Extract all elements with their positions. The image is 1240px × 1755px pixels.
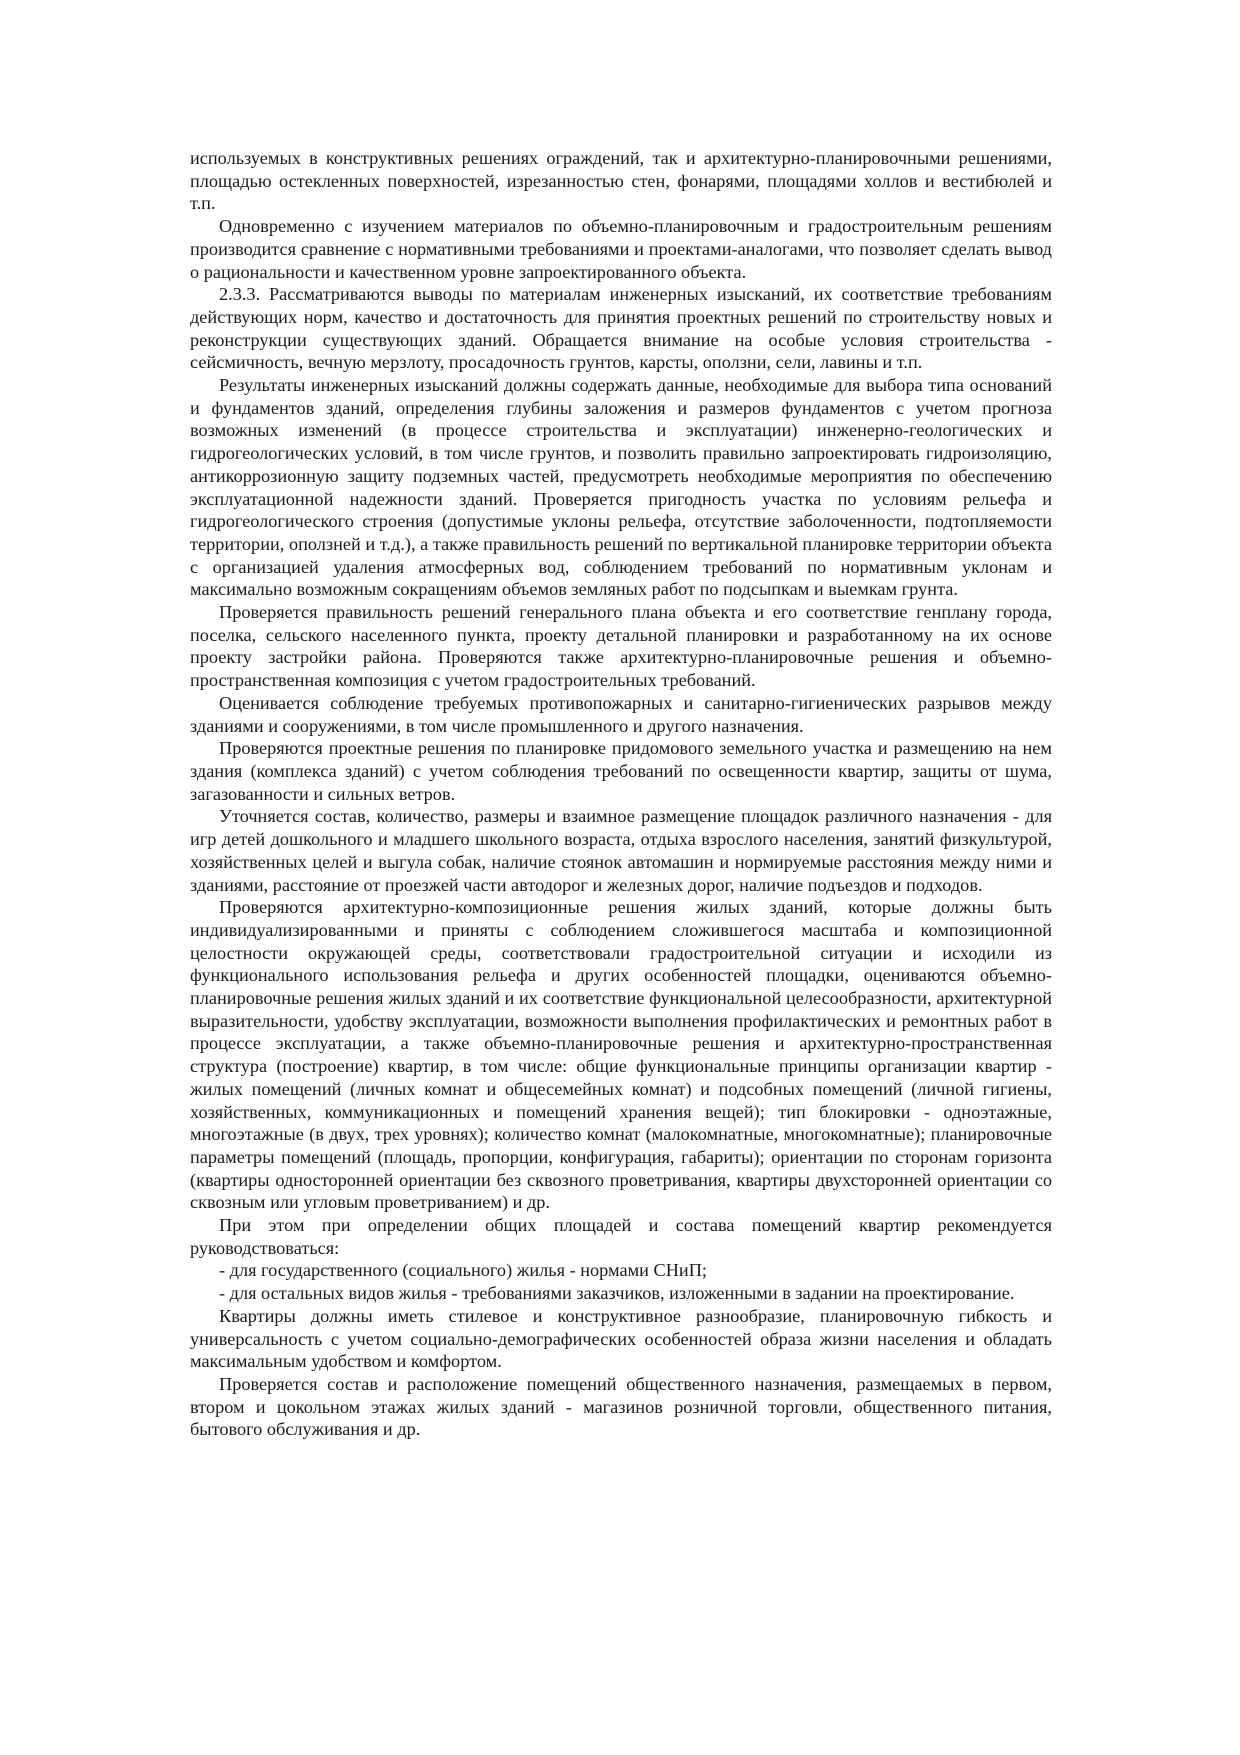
paragraph: Результаты инженерных изысканий должны содержать данные, необходимые для выбора типа оснований и фундаментов зданий, определения глубины заложения и размеров фундаментов с учетом прогноза возможных изменений (в процессе строительства и эксплуатации) инженерно-геологических и гидрогеологических условий, в том числе грунтов, и позволить правильно запроектировать гидроизоляцию, антикоррозионную защиту подземных частей, предусмотреть необходимые мероприятия по обеспечению эксплуатационной надежности зданий. Проверяется пригодность участка по условиям рельефа и гидрогеологического строения (допустимые уклоны рельефа, отсутствие заболоченности, подтопляемости территории, оползней и т.д.), а также правильность решений по вертикальной планировке территории объекта с организацией удаления атмосферных вод, соблюдением требований по нормативным уклонам и максимально возможным сокращениям объемов земляных работ по подсыпкам и выемкам грунта. — [190, 375, 1052, 600]
list-item: - для остальных видов жилья - требованиями заказчиков, изложенными в задании на проектирование. — [219, 1283, 1015, 1304]
paragraph: Одновременно с изучением материалов по объемно-планировочным и градостроительным решениям производится сравнение с нормативными требованиями и проектами-аналогами, что позволяет сделать вывод о рациональности и качественном уровне запроектированного объекта. — [190, 216, 1052, 282]
paragraph-section-2-3-3: 2.3.3. Рассматриваются выводы по материалам инженерных изысканий, их соответствие требованиям действующих норм, качество и достаточность для принятия проектных решений по строительству новых и реконструкции существующих зданий. Обращается внимание на особые условия строительства - сейсмичность, вечную мерзлоту, просадочность грунтов, карсты, оползни, сели, лавины и т.п. — [190, 284, 1052, 373]
paragraph: Уточняется состав, количество, размеры и взаимное размещение площадок различного назначения - для игр детей дошкольного и младшего школьного возраста, отдыха взрослого населения, занятий физкультурой, хозяйственных целей и выгула собак, наличие стоянок автомашин и нормируемые расстояния между ними и зданиями, расстояние от проезжей части автодорог и железных дорог, наличие подъездов и подходов. — [190, 806, 1052, 895]
paragraph: Проверяется состав и расположение помещений общественного назначения, размещаемых в первом, втором и цокольном этажах жилых зданий - магазинов розничной торговли, общественного питания, бытового обслуживания и др. — [190, 1373, 1052, 1440]
paragraph: Проверяются архитектурно-композиционные решения жилых зданий, которые должны быть индивидуализированными и приняты с соблюдением сложившегося масштаба и композиционной целостности окружающей среды, соответствовали градостроительной ситуации и исходили из функционального использования рельефа и других особенностей площадки, оцениваются объемно-планировочные решения жилых зданий и их соответствие функциональной целесообразности, архитектурной выразительности, удобству эксплуатации, возможности выполнения профилактических и ремонтных работ в процессе эксплуатации, а также объемно-планировочные решения и архитектурно-пространственная структура (построение) квартир, в том числе: общие функциональные принципы организации квартир - жилых помещений (личных комнат и общесемейных комнат) и подсобных помещений (личной гигиены, хозяйственных, коммуникационных и помещений хранения вещей); тип блокировки - одноэтажные, многоэтажные (в двух, трех уровнях); количество комнат (малокомнатные, многокомнатные); планировочные параметры помещений (площадь, пропорции, конфигурация, габариты); ориентации по сторонам горизонта (квартиры односторонней ориентации без сквозного проветривания, квартиры двухсторонней ориентации со сквозным или угловым проветриванием) и др. — [190, 897, 1052, 1213]
paragraph: Проверяется правильность решений генерального плана объекта и его соответствие генплану города, поселка, сельского населенного пункта, проекту детальной планировки и разработанному на их основе проекту застройки района. Проверяются также архитектурно-планировочные решения и объемно-пространственная композиция с учетом градостроительных требований. — [190, 602, 1052, 691]
paragraph: Квартиры должны иметь стилевое и конструктивное разнообразие, планировочную гибкость и универсальность с учетом социально-демографических особенностей образа жизни населения и обладать максимальным удобством и комфортом. — [190, 1305, 1052, 1372]
document-page — [190, 147, 1052, 1441]
paragraph: Оценивается соблюдение требуемых противопожарных и санитарно-гигиенических разрывов между зданиями и сооружениями, в том числе промышленного и другого назначения. — [190, 692, 1052, 736]
paragraph: При этом при определении общих площадей и состава помещений квартир рекомендуется руководствоваться: — [190, 1215, 1052, 1258]
paragraph: Проверяются проектные решения по планировке придомового земельного участка и размещению на нем здания (комплекса зданий) с учетом соблюдения требований по освещенности квартир, защиты от шума, загазованности и сильных ветров. — [190, 738, 1052, 804]
paragraph-continued: используемых в конструктивных решениях ограждений, так и архитектурно-планировочными решениями, площадью остекленных поверхностей, изрезанностью стен, фонарями, площадями холлов и вестибюлей и т.п. — [190, 148, 1052, 214]
list-item: - для государственного (социального) жилья - нормами СНиП; — [219, 1260, 707, 1281]
